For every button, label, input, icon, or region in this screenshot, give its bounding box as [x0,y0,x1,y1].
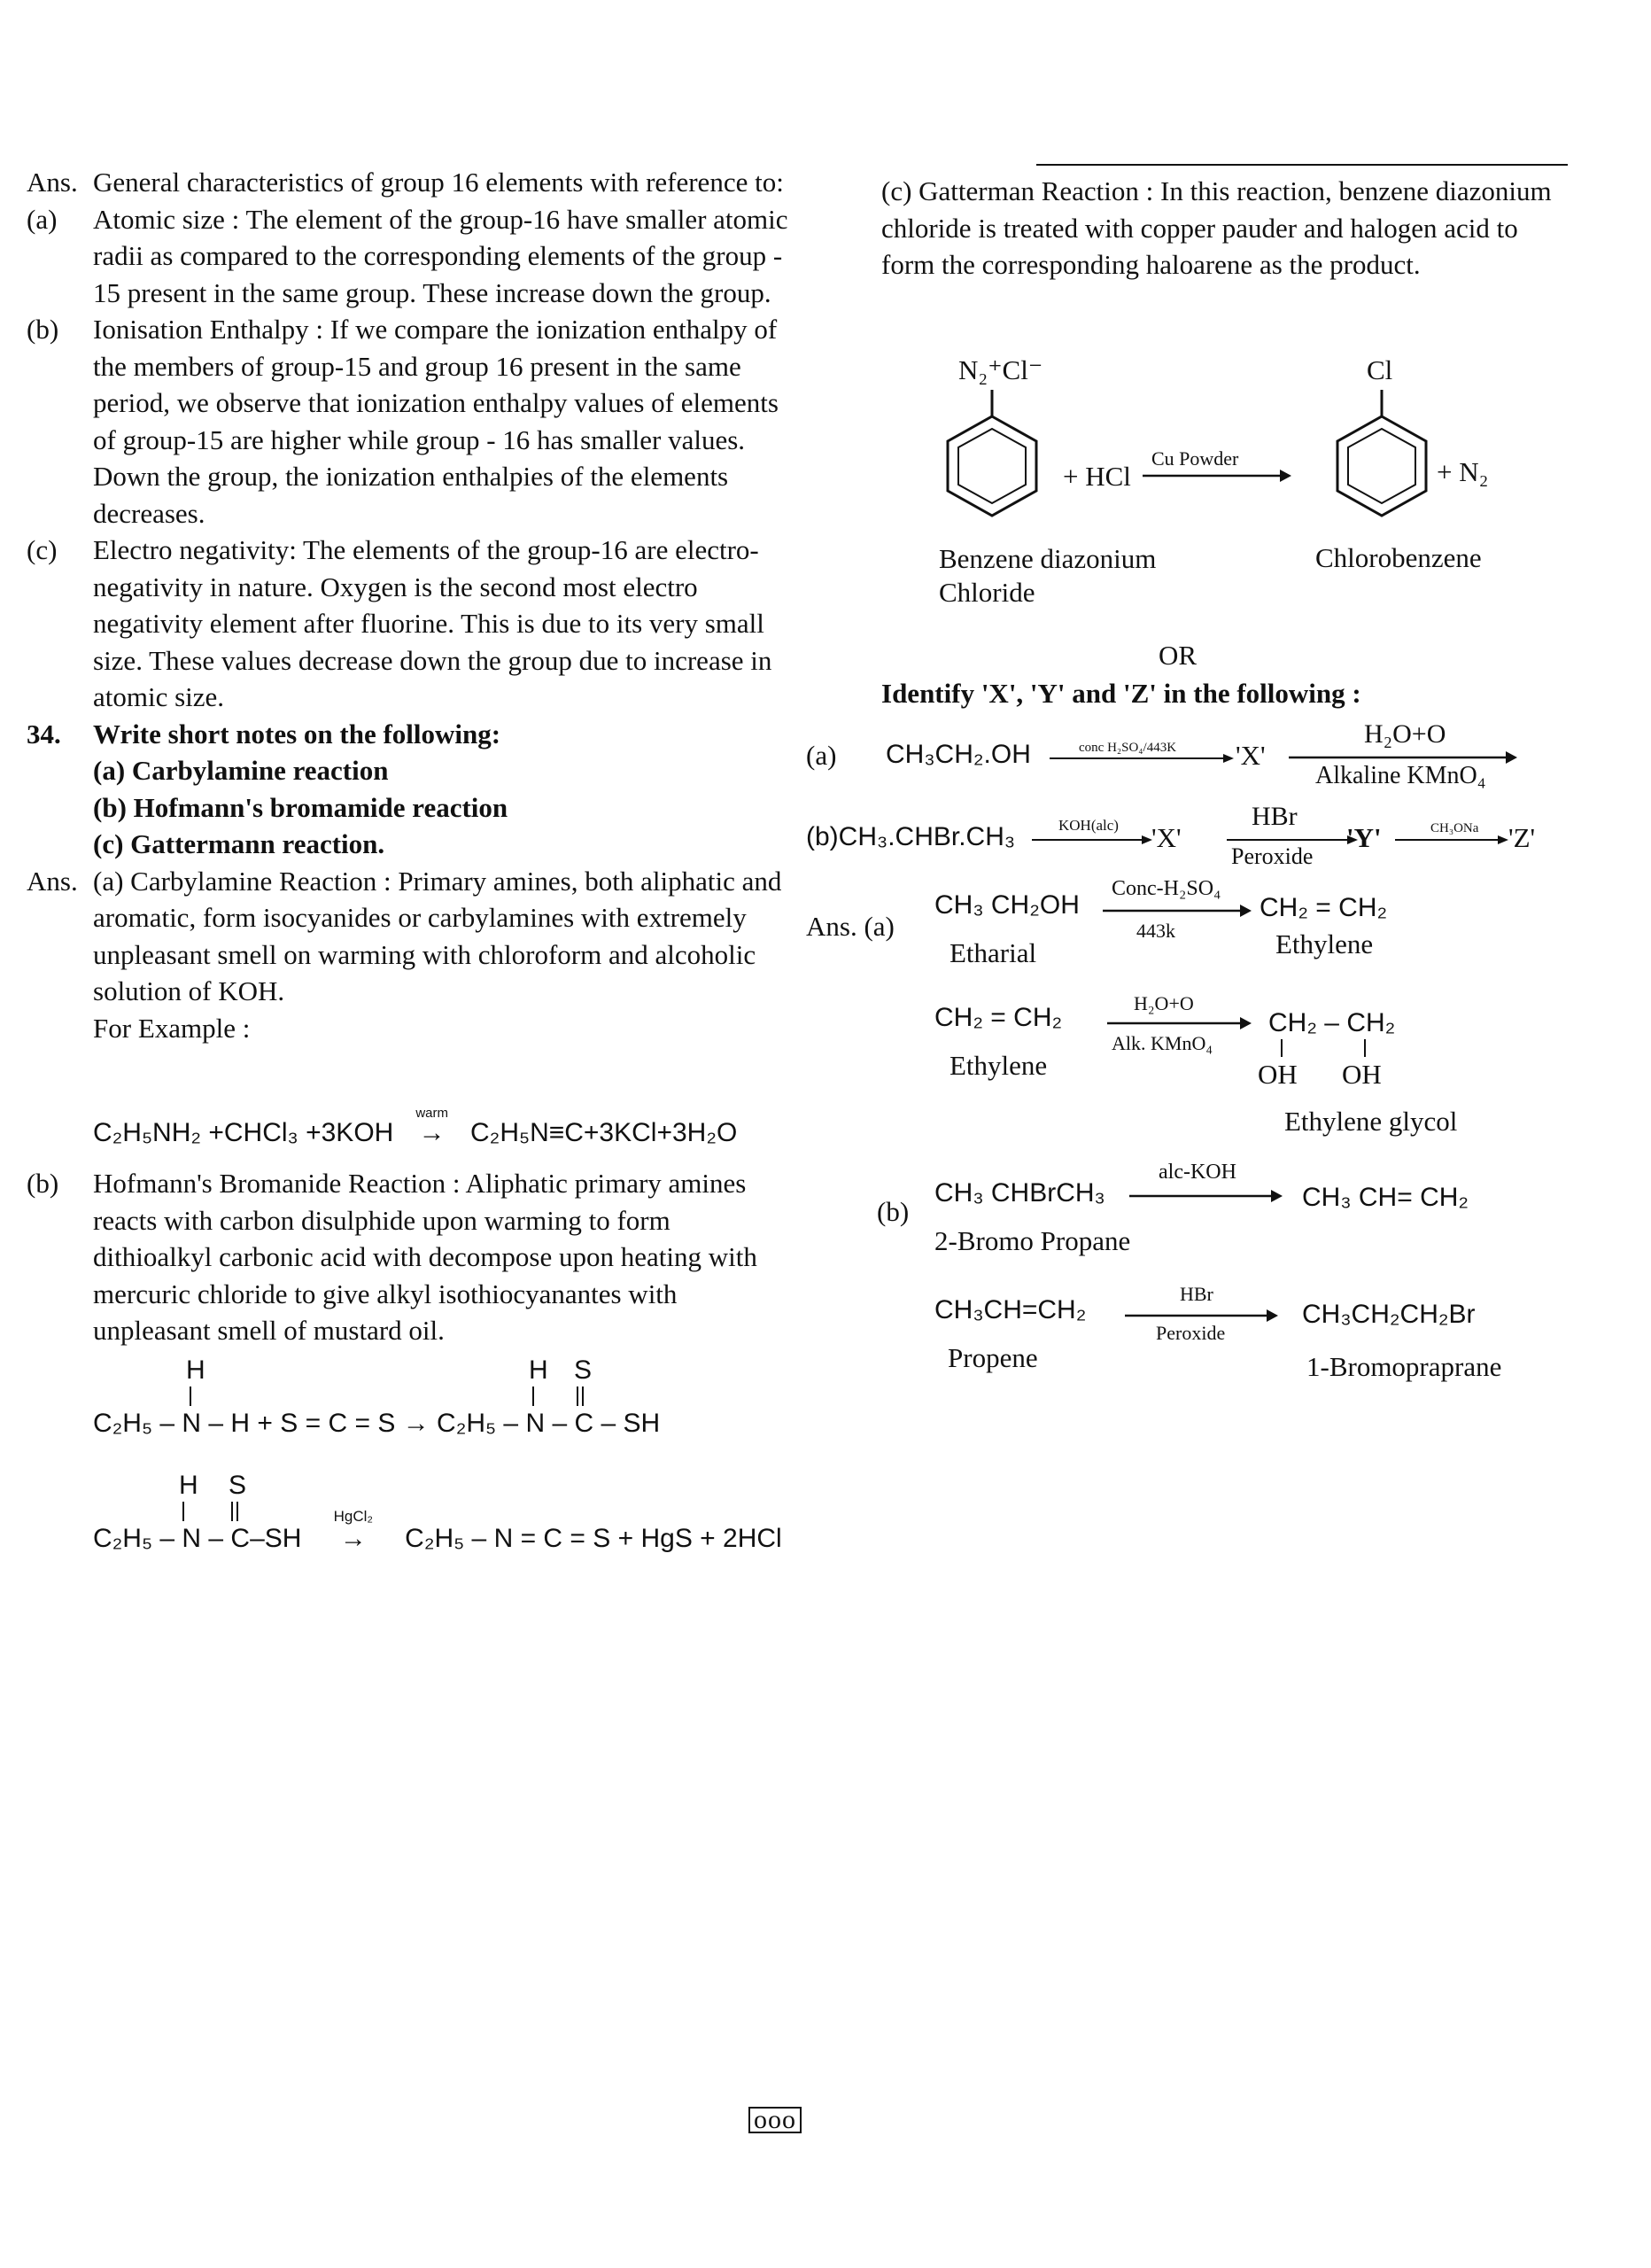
b2-reactant: CH₃CH=CH₂ [934,1295,1087,1324]
b2-reactant-name: Propene [948,1342,1038,1373]
b2-product: CH₃CH₂CH₂Br [1302,1300,1476,1329]
page-footer-mark: ooo [748,2107,802,2133]
point-text: Atomic size : The element of the group-16 have smaller atomic radii as compared to the corresponding elements of the group - 15 present in the same group. These increase down the group. [93,203,788,308]
eq3-s: S [229,1471,247,1500]
point-marker: (c) [27,534,58,565]
qb-y: 'Y' [1346,822,1382,853]
hofmann-section [27,1165,788,1349]
a1-arrow-bottom: 443k [1136,920,1175,942]
qb-reactant: (b)CH₃.CHBr.CH₃ [806,822,1016,851]
a2-arrow-bottom: Alk. KMnO₄ [1112,1032,1213,1054]
reaction-arrow [1143,467,1293,485]
question-text: Write short notes on the following: [93,718,501,750]
answer-intro-text: General characteristics of group 16 elements with reference to: [93,167,784,198]
question-item-hofmann: (b) Hofmann's bromamide reaction [93,791,508,823]
compound-name-line: Benzene diazonium [939,543,1157,574]
reaction-arrow: HgCl₂ → [309,1524,398,1554]
eq2-h2: H [529,1355,548,1385]
carbylamine-text: (a) Carbylamine Reaction : Primary amines, both aliphatic and aromatic, form isocyanides or carbylamines with extremely unpleasant smell on warming with chloroform and alcoholic solution of KOH. [93,865,782,1006]
equation-products: C₂H₅ – N = C = S + HgS + 2HCl [405,1524,782,1553]
top-rule [1036,164,1568,166]
reaction-arrow [1103,902,1253,920]
hofmann-text: Hofmann's Bromanide Reaction : Aliphatic primary amines reacts with carbon disulphide upon warming to form dithioalkyl carbonic acid with decompose upon heating with mercuric chloride to give alkyl isothiocyanantes with unpleasant smell of mustard oil. [93,1168,757,1346]
a1-reactant: CH₃ CH₂OH [934,890,1080,920]
hofmann-equation-2 [93,1508,782,1554]
question-item-carbylamine: (a) Carbylamine reaction [93,755,389,786]
compound-name-line: Chloride [939,577,1035,608]
b1-arrow-condition: alc-KOH [1159,1161,1236,1184]
a1-product-name: Ethylene [1275,928,1374,959]
reaction-arrow [1032,833,1156,847]
a1-arrow-top: Conc-H₂SO₄ [1112,877,1221,900]
bond-line [582,1386,584,1406]
a2-oh-2: OH [1342,1059,1382,1090]
reaction-arrow [1129,1187,1284,1205]
bond-line [1364,1039,1366,1057]
question-34 [27,716,788,753]
answer-marker: Ans. [27,865,78,897]
carbylamine-equation [93,1106,738,1148]
benzene-diazonium-name [939,542,1156,610]
question-34-items [27,752,788,863]
nitrogen-product: + N₂ [1437,456,1489,487]
reaction-arrow [1107,1014,1253,1032]
chlorobenzene-name: Chlorobenzene [1315,542,1482,573]
equation-reactants: C₂H₅ – N – C–SH [93,1524,302,1553]
a2-reactant: CH₂ = CH₂ [934,1003,1063,1032]
b2-arrow-bottom: Peroxide [1156,1322,1226,1344]
bond-line [190,1386,191,1406]
reaction-arrow: warm → [401,1118,463,1148]
b1-product: CH₃ CH= CH₂ [1302,1183,1469,1212]
point-atomic-size [27,201,788,312]
answer-carbylamine [27,863,788,1047]
reaction-arrow [1395,833,1510,847]
qb-x: 'X' [1151,822,1182,853]
hofmann-equation-1: C₂H₅ – N – H + S = C = S → C₂H₅ – N – C – SH [93,1409,661,1438]
point-ionisation-enthalpy [27,311,788,532]
a1-reactant-name: Etharial [950,937,1037,968]
qa-reactant: CH₃CH₂.OH [886,740,1031,769]
a2-oh-1: OH [1258,1059,1298,1090]
left-column [27,164,788,1046]
qb-arrow2-top: HBr [1252,802,1298,831]
or-separator: OR [1159,640,1198,671]
point-electro-negativity [27,532,788,716]
eq2-h1: H [186,1355,205,1385]
point-text: Electro negativity: The elements of the group-16 are electro-negativity in nature. Oxygen is the second most electro negativity element after fluorine. This is due to its very small size. These values decrease down the group due to increase in atomic size. [93,534,772,712]
point-marker: (a) [27,203,58,235]
arrow-condition: warm [415,1106,448,1121]
qa-arrow2-top: H₂O+O [1364,719,1446,749]
identify-question: Identify 'X', 'Y' and 'Z' in the following : [881,678,1361,709]
hcl-reagent: + HCl [1063,461,1131,492]
question-item-gattermann: (c) Gattermann reaction. [93,828,385,859]
eq2-s: S [574,1355,593,1385]
diazonium-label: N₂⁺Cl⁻ [958,354,1043,385]
a2-arrow-top: H₂O+O [1134,992,1194,1014]
bond-line [532,1386,534,1406]
for-example-label: For Example : [93,1012,251,1044]
bond-line [236,1502,238,1521]
question-a-marker: (a) [806,740,837,771]
gatterman-paragraph: (c) Gatterman Reaction : In this reaction, benzene diazonium chloride is treated with copper pauder and halogen acid to form the corresponding haloarene as the product. [881,175,1552,280]
chlorine-label: Cl [1367,354,1393,385]
equation-products: C₂H₅N≡C+3KCl+3H₂O [470,1118,738,1147]
reaction-arrow [1050,751,1236,765]
bond-line [577,1386,578,1406]
a2-reactant-name: Ethylene [950,1050,1048,1081]
equation-reactants: C₂H₅NH₂ +CHCl₃ +3KOH [93,1118,394,1147]
benzene-ring-chlorobenzene [1320,390,1444,540]
answer-marker: Ans. [27,167,78,198]
b2-product-name: 1-Bromopraprane [1306,1351,1502,1382]
qa-arrow2-bottom: Alkaline KMnO₄ [1315,762,1486,789]
hofmann-paragraph [27,1165,788,1349]
question-number: 34. [27,718,61,750]
cu-powder-label: Cu Powder [1151,447,1239,470]
benzene-ring-diazonium [930,390,1054,540]
a1-product: CH₂ = CH₂ [1260,893,1388,922]
point-marker: (b) [27,314,59,345]
answer-intro [27,164,788,201]
a2-product-name: Ethylene glycol [1284,1106,1458,1137]
qb-z: 'Z' [1508,822,1536,853]
eq3-h: H [179,1471,198,1500]
qa-arrow1-condition: conc H₂SO₄/443K [1079,741,1177,755]
answer-a-marker: Ans. (a) [806,911,895,942]
b2-arrow-top: HBr [1180,1283,1213,1305]
b1-reactant: CH₃ CHBrCH₃ [934,1178,1105,1208]
bond-line [231,1502,233,1521]
point-marker: (b) [27,1168,59,1199]
qb-arrow1-condition: KOH(alc) [1058,817,1119,834]
b1-reactant-name: 2-Bromo Propane [934,1225,1131,1256]
arrow-condition: HgCl₂ [333,1508,373,1525]
a2-product: CH₂ – CH₂ [1268,1008,1396,1037]
bond-line [1281,1039,1283,1057]
qa-x: 'X' [1236,740,1266,771]
qb-arrow2-bottom: Peroxide [1231,843,1314,869]
point-text: Ionisation Enthalpy : If we compare the ionization enthalpy of the members of group-15 and group 16 present in the same period, we observe that ionization enthalpy values of elements of group-15 are higher while group - 16 has smaller values. Down the group, the ionization enthalpies of the elements decreases. [93,314,779,529]
qb-arrow3-condition: CH₃ONa [1430,821,1479,835]
bond-line [182,1502,184,1521]
answer-b-marker: (b) [877,1196,910,1227]
